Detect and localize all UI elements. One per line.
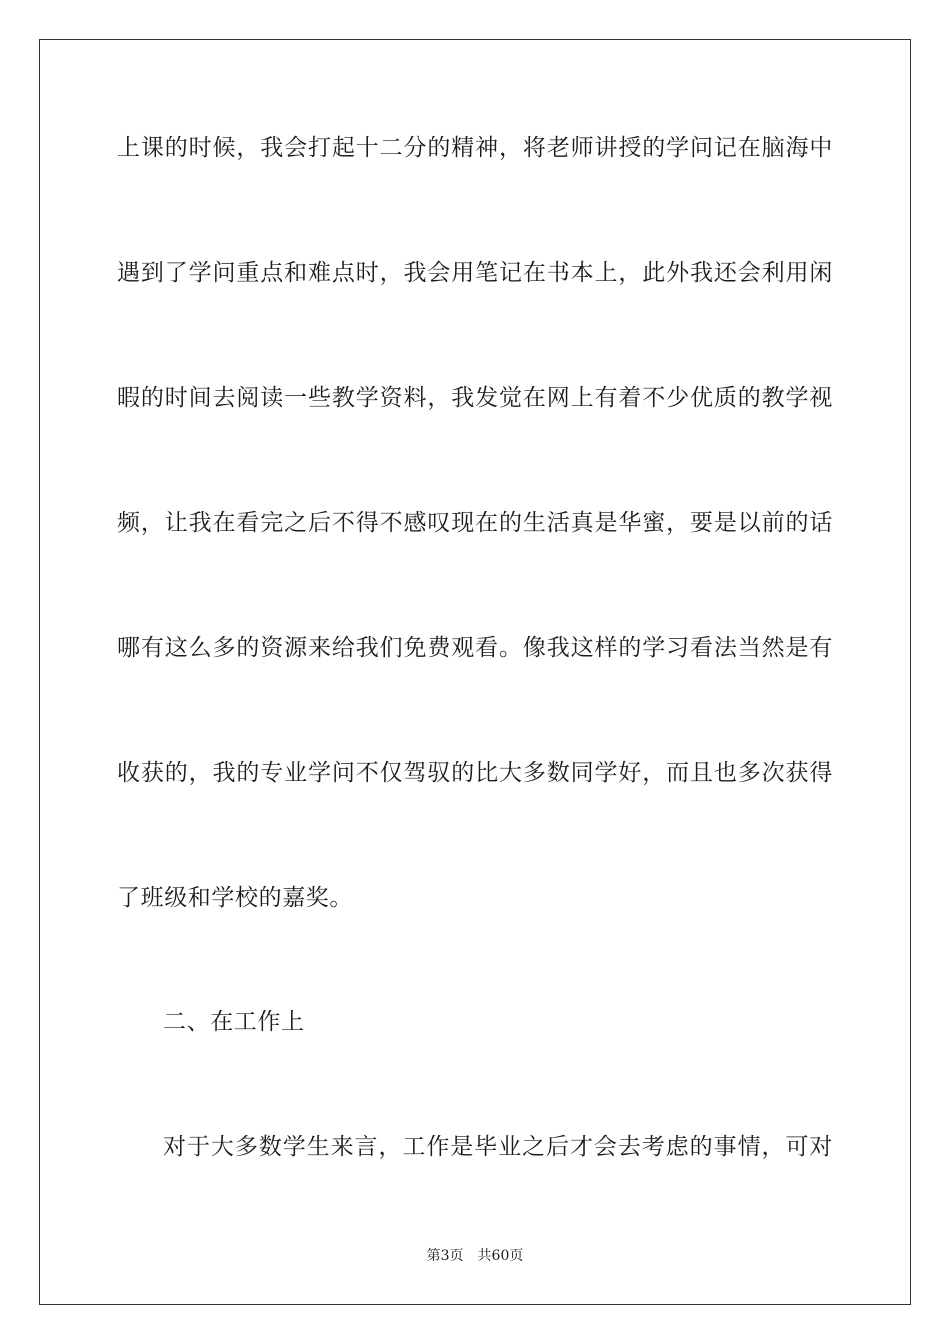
page-footer bbox=[0, 1246, 950, 1266]
paragraph-line: 遇到了学问重点和难点时，我会用笔记在书本上，此外我还会利用闲 bbox=[117, 260, 833, 286]
page-border bbox=[39, 39, 911, 1305]
paragraph-line: 暇的时间去阅读一些教学资料，我发觉在网上有着不少优质的教学视 bbox=[117, 385, 833, 411]
paragraph-line: 上课的时候，我会打起十二分的精神，将老师讲授的学问记在脑海中 bbox=[117, 135, 833, 161]
page-total: 共60页 bbox=[477, 1248, 524, 1264]
paragraph-line: 对于大多数学生来言，工作是毕业之后才会去考虑的事情，可对 bbox=[163, 1134, 833, 1160]
paragraph-line-last: 了班级和学校的嘉奖。 bbox=[117, 885, 353, 911]
paragraph-line: 频，让我在看完之后不得不感叹现在的生活真是华蜜，要是以前的话 bbox=[117, 510, 833, 536]
section-heading: 二、在工作上 bbox=[163, 1009, 305, 1035]
page-number: 第3页 bbox=[426, 1248, 464, 1264]
paragraph-line: 收获的，我的专业学问不仅驾驭的比大多数同学好，而且也多次获得 bbox=[117, 760, 833, 786]
paragraph-line: 哪有这么多的资源来给我们免费观看。像我这样的学习看法当然是有 bbox=[117, 635, 833, 661]
